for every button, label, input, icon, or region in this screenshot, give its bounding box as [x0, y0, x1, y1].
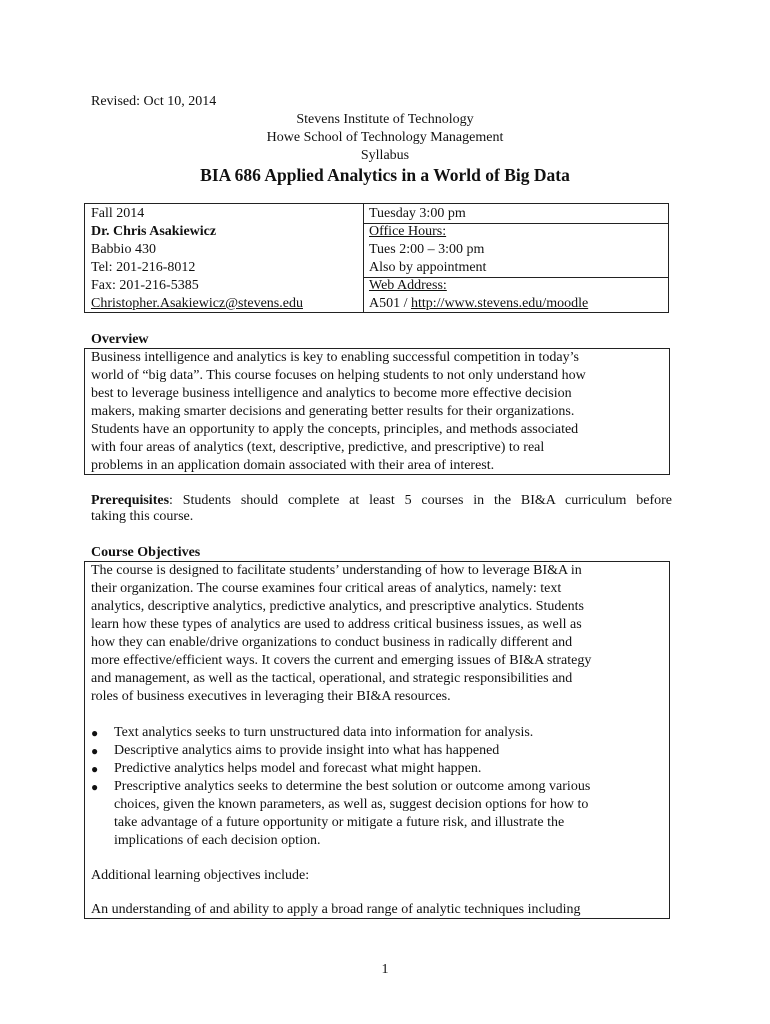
overview-line: problems in an application domain associated with their area of interest. [91, 458, 495, 473]
bullet-icon: ● [91, 744, 99, 758]
bullet-text: choices, given the known parameters, as well as, suggest decision options for how to [114, 797, 589, 812]
objectives-line: The course is designed to facilitate students’ understanding of how to leverage BI&A in [91, 563, 582, 578]
instructor-email-link[interactable]: Christopher.Asakiewicz@stevens.edu [91, 296, 303, 311]
objectives-line: analytics, descriptive analytics, predictive analytics, and prescriptive analytics. Students [91, 599, 584, 614]
overview-line: best to leverage business intelligence and analytics to become more effective decision [91, 386, 572, 401]
prerequisites-line-1: Prerequisites: Students should complete at least 5 courses in the BI&A curriculum before [91, 493, 672, 508]
bullet-text: Prescriptive analytics seeks to determine the best solution or outcome among various [114, 779, 591, 794]
instructor-name: Dr. Chris Asakiewicz [91, 224, 217, 239]
telephone: Tel: 201-216-8012 [91, 260, 196, 275]
bullet-icon: ● [91, 726, 99, 740]
bullet-icon: ● [91, 780, 99, 794]
objectives-line: how they can enable/drive organizations to conduct business in radically different and [91, 635, 573, 650]
additional-objectives-intro: Additional learning objectives include: [91, 868, 310, 883]
institution-name: Stevens Institute of Technology [296, 112, 474, 127]
objectives-line: and management, as well as the tactical, operational, and strategic responsibilities and [91, 671, 573, 686]
office-hours-extra: Also by appointment [369, 260, 487, 275]
office-hours-label: Office Hours: [369, 224, 447, 239]
objectives-line: more effective/efficient ways. It covers the current and emerging issues of BI&A strategy [91, 653, 592, 668]
objectives-line: roles of business executives in leveraging their BI&A resources. [91, 689, 451, 704]
overview-line: makers, making smarter decisions and generating better results for their organizations. [91, 404, 575, 419]
objectives-line: An understanding of and ability to apply a broad range of analytic techniques including [91, 902, 581, 917]
fax: Fax: 201-216-5385 [91, 278, 199, 293]
term: Fall 2014 [91, 206, 145, 221]
overview-line: with four areas of analytics (text, descriptive, predictive, and prescriptive) to real [91, 440, 545, 455]
course-title: BIA 686 Applied Analytics in a World of Big Data [200, 165, 570, 185]
web-prefix: A501 / [369, 296, 411, 311]
overview-line: world of “big data”. This course focuses on helping students to not only understand how [91, 368, 586, 383]
course-objectives-heading: Course Objectives [91, 545, 201, 560]
office-location: Babbio 430 [91, 242, 156, 257]
moodle-link[interactable]: http://www.stevens.edu/moodle [411, 296, 589, 311]
bullet-text: Text analytics seeks to turn unstructured data into information for analysis. [114, 725, 534, 740]
prerequisites-label: Prerequisites [91, 493, 170, 508]
bullet-text: Descriptive analytics aims to provide insight into what has happened [114, 743, 500, 758]
overview-line: Business intelligence and analytics is key to enabling successful competition in today’s [91, 350, 579, 365]
course-objectives-box [84, 561, 670, 919]
bullet-text: take advantage of a future opportunity or mitigate a future risk, and illustrate the [114, 815, 565, 830]
web-address [369, 296, 588, 312]
bullet-icon: ● [91, 762, 99, 776]
overview-line: Students have an opportunity to apply the concepts, principles, and methods associated [91, 422, 579, 437]
bullet-text: implications of each decision option. [114, 833, 321, 848]
instructor-cell [85, 204, 364, 312]
office-hours: Tues 2:00 – 3:00 pm [369, 242, 485, 257]
prerequisites-paragraph [91, 493, 672, 525]
schedule-cell [363, 204, 668, 312]
course-info-table [84, 203, 669, 313]
bullet-text: Predictive analytics helps model and forecast what might happen. [114, 761, 482, 776]
objectives-line: their organization. The course examines four critical areas of analytics, namely: text [91, 581, 562, 596]
prerequisites-line-2: taking this course. [91, 509, 194, 524]
revised-date: Revised: Oct 10, 2014 [91, 94, 217, 109]
objectives-line: learn how these types of analytics are used to address critical business issues, as well as [91, 617, 582, 632]
overview-box [84, 348, 670, 475]
web-address-label: Web Address: [369, 278, 447, 293]
page-number: 1 [381, 962, 389, 977]
school-name: Howe School of Technology Management [266, 130, 504, 145]
document-type: Syllabus [360, 148, 410, 163]
overview-heading: Overview [91, 332, 149, 347]
class-time: Tuesday 3:00 pm [369, 206, 466, 221]
